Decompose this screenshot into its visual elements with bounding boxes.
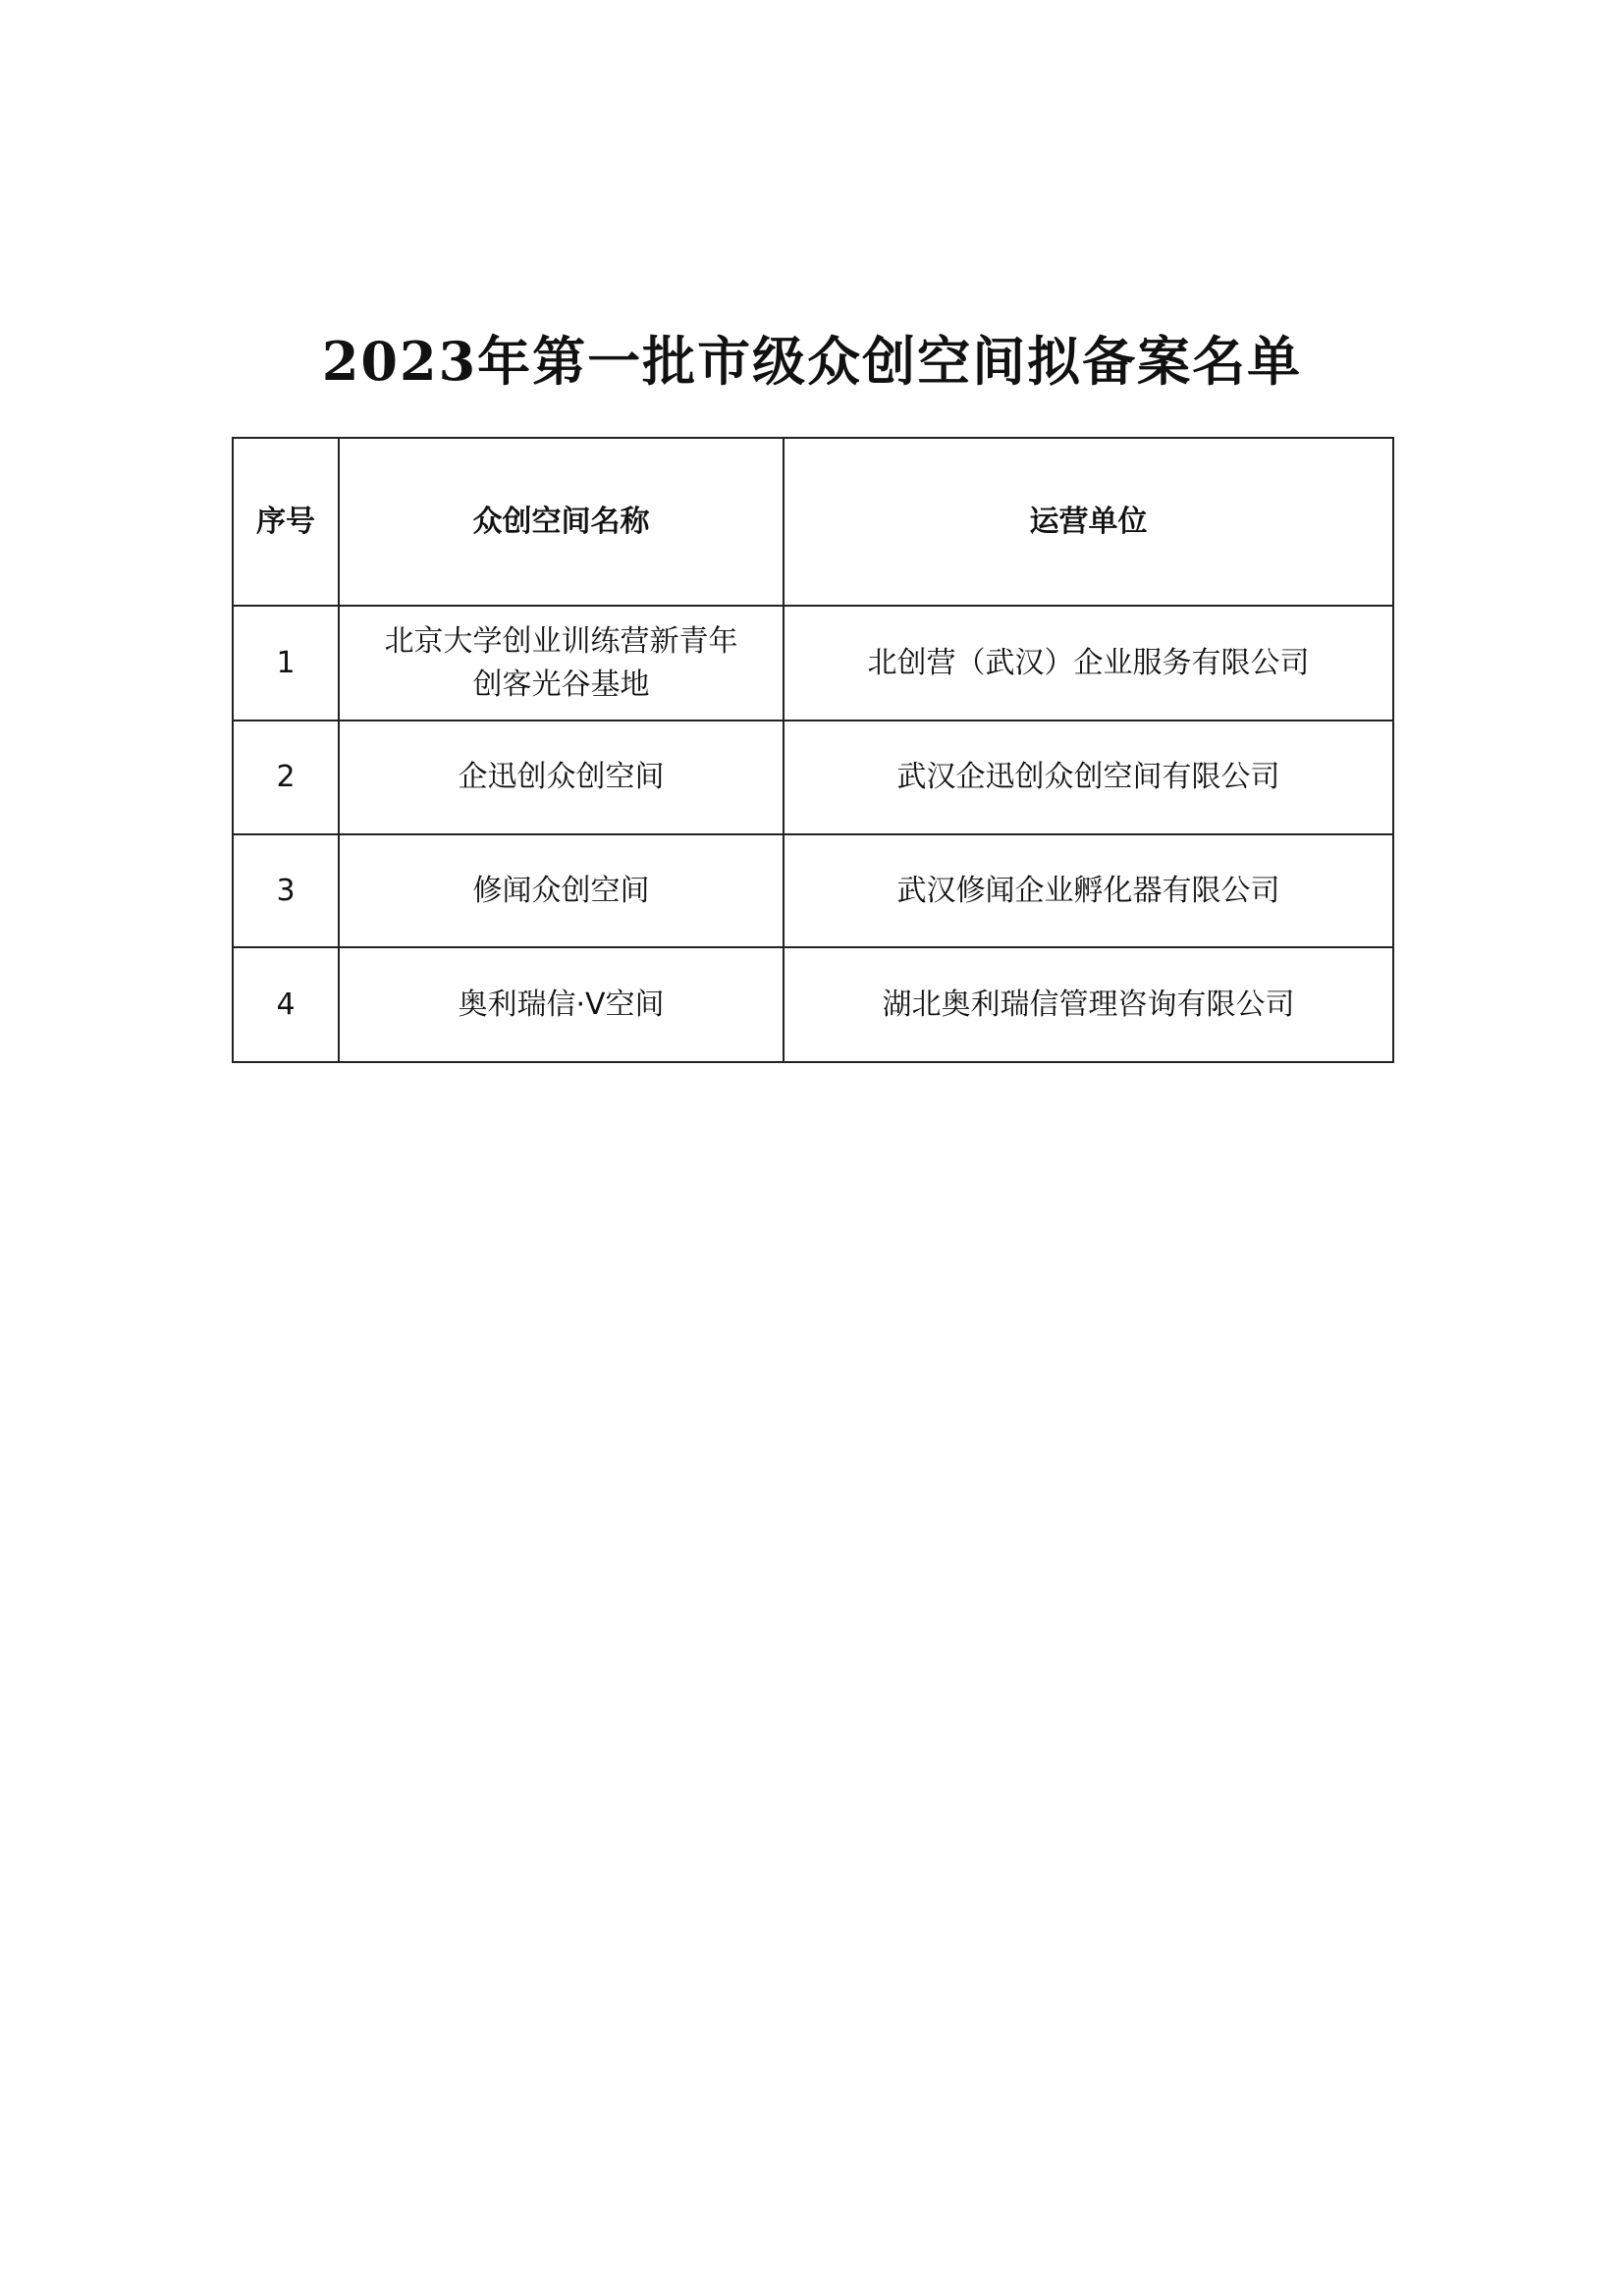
cell-operator: 北创营（武汉）企业服务有限公司	[784, 606, 1393, 721]
header-space-name: 众创空间名称	[339, 438, 784, 606]
cell-index: 2	[233, 721, 339, 834]
page-title: 2023年第一批市级众创空间拟备案名单	[321, 330, 1303, 393]
cell-space-name-line: 创客光谷基地	[472, 667, 650, 702]
cell-space-name	[339, 606, 784, 721]
cell-space-name-line: 北京大学创业训练营新青年	[384, 623, 738, 659]
table-row	[233, 606, 1393, 721]
cell-space-name: 企迅创众创空间	[339, 721, 784, 834]
registry-table-container	[232, 437, 1392, 1063]
cell-index: 4	[233, 947, 339, 1062]
header-operator: 运营单位	[784, 438, 1393, 606]
cell-operator: 武汉企迅创众创空间有限公司	[784, 721, 1393, 834]
table-row	[233, 834, 1393, 947]
cell-operator: 武汉修闻企业孵化器有限公司	[784, 834, 1393, 947]
registry-table	[232, 437, 1394, 1063]
cell-space-name: 奥利瑞信·V空间	[339, 947, 784, 1062]
table-row	[233, 947, 1393, 1062]
cell-operator: 湖北奥利瑞信管理咨询有限公司	[784, 947, 1393, 1062]
cell-index: 1	[233, 606, 339, 721]
table-row	[233, 721, 1393, 834]
cell-index: 3	[233, 834, 339, 947]
table-header-row	[233, 438, 1393, 606]
header-index: 序号	[233, 438, 339, 606]
cell-space-name: 修闻众创空间	[339, 834, 784, 947]
